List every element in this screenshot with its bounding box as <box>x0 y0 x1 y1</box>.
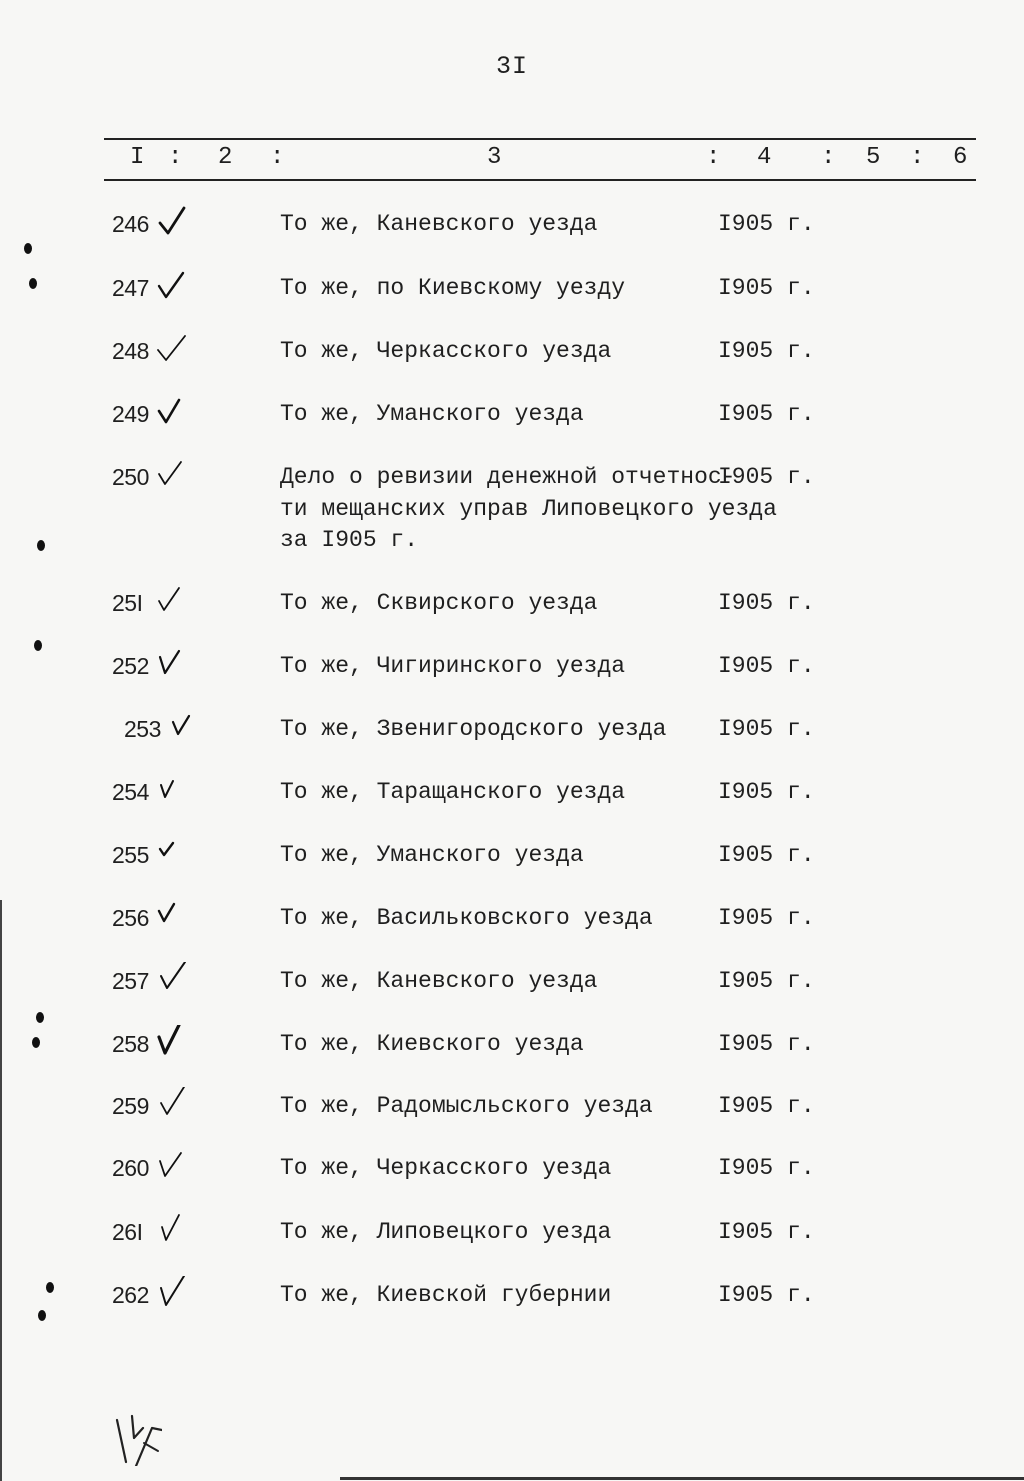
record-description: То же, Киевской губернии <box>280 1282 612 1308</box>
checkmark-icon <box>157 1025 187 1057</box>
record-description: То же, Таращанского уезда <box>280 779 626 805</box>
record-description: То же, Радомысльского уезда <box>280 1093 653 1119</box>
record-number: 254 <box>112 779 149 805</box>
record-description: То же, Каневского уезда <box>280 968 598 994</box>
record-number: 250 <box>112 464 149 490</box>
header-top-rule <box>104 138 976 140</box>
header-separator: : <box>821 144 836 171</box>
record-year: I905 г. <box>718 275 815 301</box>
record-year: I905 г. <box>718 464 815 490</box>
record-year: I905 г. <box>718 338 815 364</box>
record-description: То же, Киевского уезда <box>280 1031 584 1057</box>
record-number: 249 <box>112 401 149 427</box>
record-year: I905 г. <box>718 716 815 742</box>
page-number: 3I <box>495 52 528 81</box>
header-separator: : <box>910 144 925 171</box>
record-year: I905 г. <box>718 1219 815 1245</box>
checkmark-icon <box>157 1276 187 1308</box>
record-year: I905 г. <box>718 1155 815 1181</box>
header-col-3: 3 <box>487 144 502 171</box>
record-year: I905 г. <box>718 779 815 805</box>
checkmark-icon <box>157 1087 187 1119</box>
record-description: То же, Каневского уезда <box>280 211 598 237</box>
binding-hole-mark <box>36 1012 44 1023</box>
record-number: 248 <box>112 338 149 364</box>
header-separator: : <box>706 144 721 171</box>
checkmark-icon <box>157 205 187 237</box>
record-year: I905 г. <box>718 590 815 616</box>
header-bottom-rule <box>104 179 976 181</box>
record-number: 258 <box>112 1031 149 1057</box>
record-description: То же, Сквирского уезда <box>280 590 598 616</box>
record-year: I905 г. <box>718 842 815 868</box>
binding-hole-mark <box>46 1282 54 1293</box>
binding-hole-mark <box>34 640 42 651</box>
record-number: 259 <box>112 1093 149 1119</box>
checkmark-icon <box>157 458 187 490</box>
checkmark-icon <box>157 395 187 427</box>
record-description: То же, Чигиринского уезда <box>280 653 626 679</box>
record-number: 260 <box>112 1155 149 1181</box>
record-year: I905 г. <box>718 211 815 237</box>
record-description: То же, Уманского уезда <box>280 842 584 868</box>
checkmark-icon <box>157 1149 187 1181</box>
record-description: То же, Черкасского уезда <box>280 1155 612 1181</box>
header-col-5: 5 <box>866 144 881 171</box>
record-number: 252 <box>112 653 149 679</box>
binding-hole-mark <box>32 1037 40 1048</box>
binding-hole-mark <box>29 278 37 289</box>
record-number: 26I <box>112 1219 143 1245</box>
record-number: 256 <box>112 905 149 931</box>
header-col-6: 6 <box>953 144 968 171</box>
checkmark-icon <box>157 773 187 805</box>
record-year: I905 г. <box>718 1031 815 1057</box>
record-number: 262 <box>112 1282 149 1308</box>
record-year: I905 г. <box>718 905 815 931</box>
handwritten-page-note <box>112 1408 162 1466</box>
header-col-1: I <box>130 144 145 171</box>
checkmark-icon <box>157 1213 187 1245</box>
record-number: 253 <box>124 716 161 742</box>
record-year: I905 г. <box>718 1093 815 1119</box>
record-number: 255 <box>112 842 149 868</box>
checkmark-icon <box>157 836 187 868</box>
record-number: 247 <box>112 275 149 301</box>
record-year: I905 г. <box>718 1282 815 1308</box>
record-number: 257 <box>112 968 149 994</box>
record-year: I905 г. <box>718 968 815 994</box>
checkmark-icon <box>157 647 187 679</box>
page-edge-shadow <box>0 900 2 1481</box>
checkmark-icon <box>157 899 187 931</box>
record-description: То же, Черкасского уезда <box>280 338 612 364</box>
header-separator: : <box>168 144 183 171</box>
record-description: То же, по Киевскому уезду <box>280 275 626 301</box>
header-separator: : <box>270 144 285 171</box>
page-edge-shadow <box>340 1477 1024 1480</box>
checkmark-icon <box>157 584 187 616</box>
record-description: Дело о ревизии денежной отчетнос- ти мещанских управ Липовецкого уезда за I905 г. <box>280 464 777 553</box>
binding-hole-mark <box>24 243 32 254</box>
checkmark-icon <box>157 332 187 364</box>
record-description: То же, Липовецкого уезда <box>280 1219 612 1245</box>
record-number: 246 <box>112 211 149 237</box>
record-description: То же, Звенигородского уезда <box>280 716 667 742</box>
record-year: I905 г. <box>718 401 815 427</box>
checkmark-icon <box>170 710 200 742</box>
binding-hole-mark <box>38 1310 46 1321</box>
header-col-4: 4 <box>757 144 772 171</box>
checkmark-icon <box>157 962 187 994</box>
record-number: 25I <box>112 590 143 616</box>
header-col-2: 2 <box>218 144 233 171</box>
binding-hole-mark <box>37 540 45 551</box>
record-description: То же, Уманского уезда <box>280 401 584 427</box>
record-year: I905 г. <box>718 653 815 679</box>
record-description: То же, Васильковского уезда <box>280 905 653 931</box>
checkmark-icon <box>157 269 187 301</box>
